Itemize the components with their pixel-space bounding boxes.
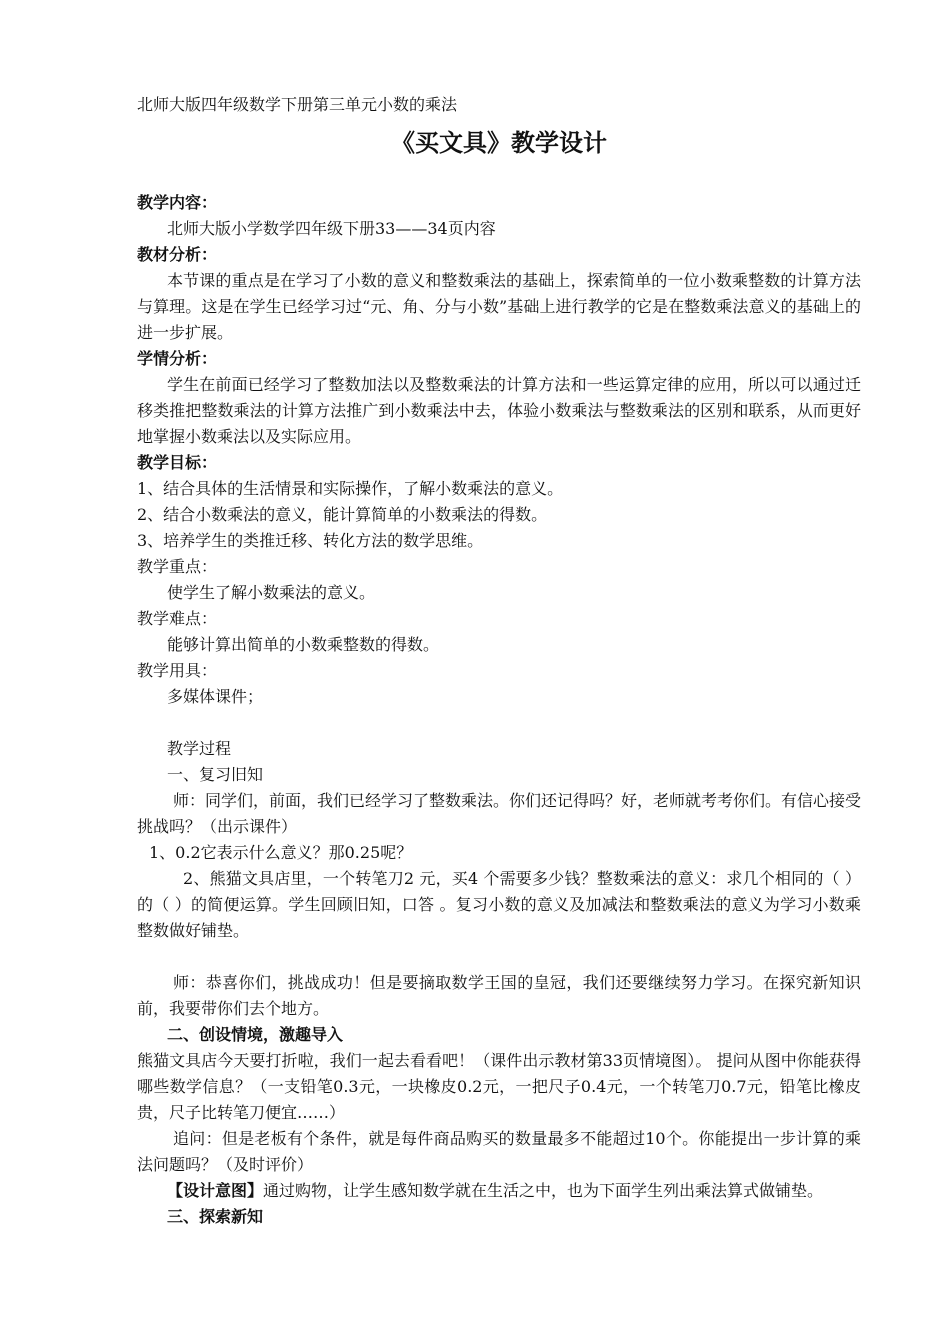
difficulty-text: 能够计算出简单的小数乘整数的得数。 [167, 635, 440, 654]
students-text: 学生在前面已经学习了整数加法以及整数乘法的计算方法和一些运算定律的应用，所以可以通过迁移类推把整数乘法的计算方法推广到小数乘法中去，体验小数乘法与整数乘法的区别和联系，从而更好地掌握小数乘法以及实际应用。 [137, 375, 861, 446]
goals-label: 教学目标： [137, 453, 218, 472]
difficulty-label: 教学难点： [137, 609, 218, 628]
goal-item: 3、培养学生的类推迁移、转化方法的数学思维。 [137, 531, 484, 550]
context-paragraph: 熊猫文具店今天要打折啦，我们一起去看看吧！（课件出示教材第33页情境图）。 提问从图中你能获得哪些数学信息？（一支铅笔0.3元，一块橡皮0.2元，一把尺子0.4元，一个转笔刀0.7元，铅笔比橡皮贵，尺子比转笔刀便宜……） [137, 1051, 861, 1122]
blank-line [137, 710, 861, 736]
header-line: 北师大版四年级数学下册第三单元小数的乘法 [137, 95, 458, 114]
material-text: 本节课的重点是在学习了小数的意义和整数乘法的基础上，探索简单的一位小数乘整数的计算方法与算理。这是在学生已经学习过“元、角、分与小数”基础上进行教学的它是在整数乘法意义的基础上的进一步扩展。 [137, 271, 861, 342]
blank-line [137, 944, 861, 970]
section-context-heading: 二、创设情境，激趣导入 [167, 1025, 344, 1044]
key-label: 教学重点： [137, 557, 218, 576]
review-question-2: 2、熊猫文具店里，一个转笔刀2 元，买4 个需要多少钱？整数乘法的意义：求几个相同的（ ）的（ ）的简便运算。学生回顾旧知，口答 。复习小数的意义及加减法和整数乘法的意义为学习小数乘整数做好铺垫。 [137, 869, 861, 940]
goal-item: 1、结合具体的生活情景和实际操作，了解小数乘法的意义。 [137, 479, 564, 498]
challenge-paragraph: 师：恭喜你们，挑战成功！但是要摘取数学王国的皇冠，我们还要继续努力学习。在探究新知识前，我要带你们去个地方。 [137, 973, 861, 1018]
tools-label: 教学用具： [137, 661, 218, 680]
key-text: 使学生了解小数乘法的意义。 [167, 583, 376, 602]
section-explore-heading: 三、探索新知 [167, 1207, 264, 1226]
content-text: 北师大版小学数学四年级下册33——34页内容 [167, 219, 496, 238]
process-label: 教学过程 [167, 739, 232, 758]
review-paragraph: 师：同学们，前面，我们已经学习了整数乘法。你们还记得吗？好，老师就考考你们。有信心接受挑战吗？（出示课件） [137, 791, 862, 836]
review-question-1: 1、0.2它表示什么意义？那0.25呢？ [149, 843, 413, 862]
design-intent-text: 通过购物，让学生感知数学就在生活之中，也为下面学生列出乘法算式做铺垫。 [263, 1181, 824, 1200]
material-label: 教材分析： [137, 245, 218, 264]
tools-text: 多媒体课件； [167, 687, 264, 706]
students-label: 学情分析： [137, 349, 218, 368]
goal-item: 2、结合小数乘法的意义，能计算简单的小数乘法的得数。 [137, 505, 548, 524]
document-page [137, 92, 861, 1230]
document-title: 《买文具》教学设计 [391, 129, 607, 157]
design-intent-label: 【设计意图】 [167, 1181, 264, 1200]
content-label: 教学内容： [137, 193, 218, 212]
design-intent-paragraph [137, 1178, 861, 1204]
section-review-heading: 一、复习旧知 [167, 765, 264, 784]
followup-paragraph: 追问：但是老板有个条件，就是每件商品购买的数量最多不能超过10个。你能提出一步计算的乘法问题吗？（及时评价） [137, 1129, 861, 1174]
